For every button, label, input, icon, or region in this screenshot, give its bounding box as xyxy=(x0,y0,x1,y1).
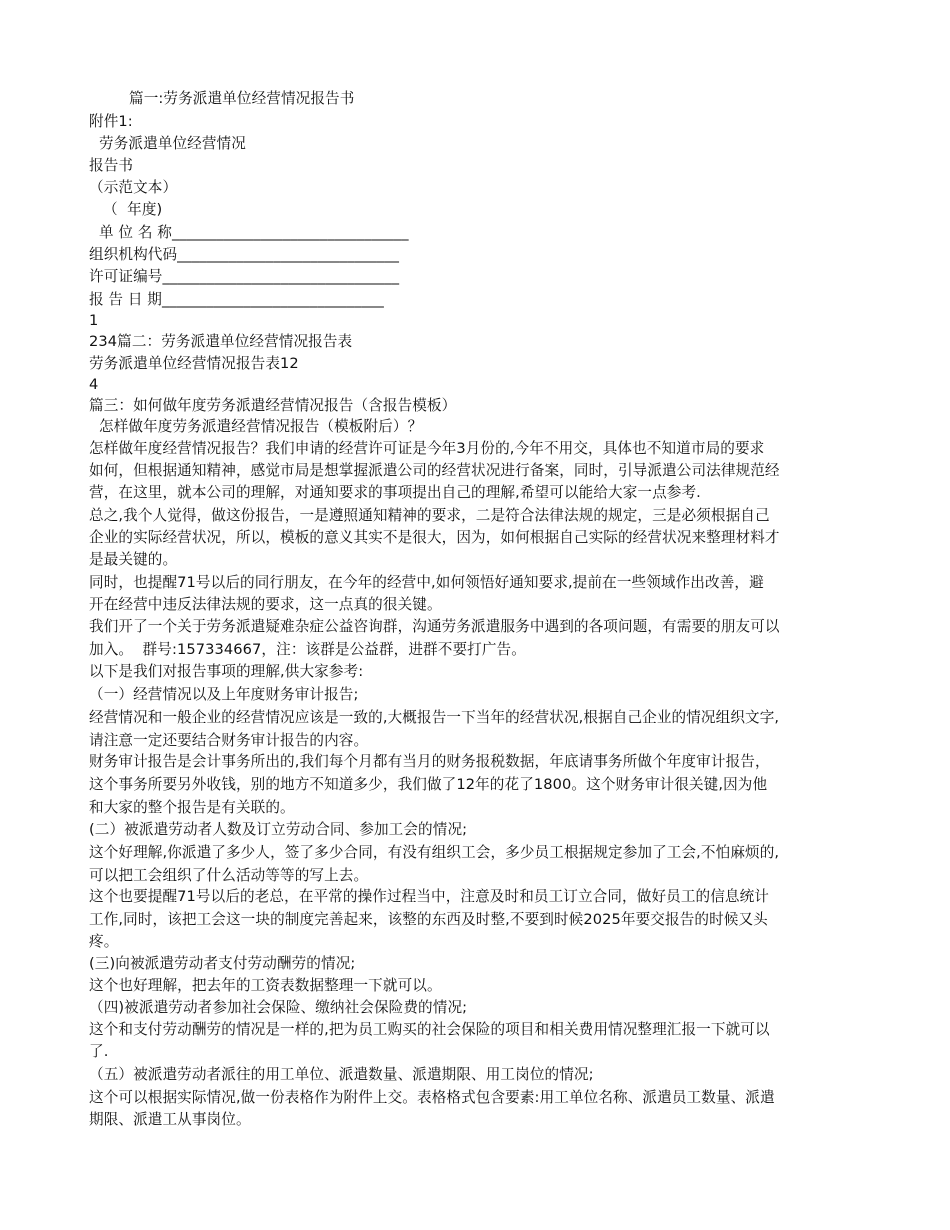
body-text-line: 和大家的整个报告是有关联的。 xyxy=(89,799,295,816)
body-text-line: 怎样做年度经营情况报告？我们申请的经营许可证是今年3月份的,今年不用交，具体也不知道市局的要求 xyxy=(89,440,765,457)
license-number-field: 许可证编号________________________________ xyxy=(89,268,400,285)
body-text-line: 工作,同时，该把工会这一块的制度完善起来，该整的东西及时整,不要到时候2025年要交报告的时候又头 xyxy=(89,911,768,928)
report-date-field: 报 告 日 期______________________________ xyxy=(89,291,384,308)
form-title-line2: 报告书 xyxy=(89,157,134,174)
body-text-line: 疼。 xyxy=(89,933,119,950)
section-one-heading: 篇一:劳务派遣单位经营情况报告书 xyxy=(129,90,355,107)
body-text-line: 开在经营中违反法律法规的要求，这一点真的很关键。 xyxy=(89,596,442,613)
body-text-line: 这个可以根据实际情况,做一份表格作为附件上交。表格格式包含要素:用工单位名称、派遣员工数量、派遣 xyxy=(89,1089,775,1106)
body-text-line: 这个好理解,你派遣了多少人，签了多少合同，有没有组织工会，多少员工根据规定参加了工会,不怕麻烦的, xyxy=(89,844,780,861)
year-field: （ 年度) xyxy=(103,201,163,218)
attachment-label: 附件1: xyxy=(89,113,133,130)
body-text-line: 财务审计报告是会计事务所出的,我们每个月都有当月的财务报税数据，年底请事务所做个年度审计报告， xyxy=(89,753,770,770)
body-text-line: 企业的实际经营状况，所以，模板的意义其实不是很大，因为，如何根据自己实际的经营状况来整理材料才 xyxy=(89,529,780,546)
body-text-line: 这个也要提醒71号以后的老总，在平常的操作过程当中，注意及时和员工订立合同，做好员工的信息统计 xyxy=(89,888,769,905)
page-number: 4 xyxy=(89,376,99,393)
body-text-line: 是最关键的。 xyxy=(89,551,178,568)
body-text-line: 如何，但根据通知精神，感觉市局是想掌握派遣公司的经营状况进行备案，同时，引导派遣公司法律规范经 xyxy=(89,462,780,479)
item-one-heading: （一）经营情况以及上年度财务审计报告; xyxy=(89,686,359,703)
item-three-heading: (三)向被派遣劳动者支付劳动酬劳的情况; xyxy=(89,955,356,972)
body-text-line: 了. xyxy=(89,1043,109,1060)
section-three-heading: 篇三：如何做年度劳务派遣经营情况报告（含报告模板） xyxy=(89,397,457,414)
org-code-field: 组织机构代码______________________________ xyxy=(89,246,400,263)
body-text-line: 加入。 群号:157334667，注：该群是公益群，进群不要打广告。 xyxy=(89,641,526,658)
body-text-line: 这个和支付劳动酬劳的情况是一样的,把为员工购买的社会保险的项目和相关费用情况整理汇报一下就可以 xyxy=(89,1021,770,1038)
form-title-line1: 劳务派遣单位经营情况 xyxy=(99,135,246,152)
item-two-heading: (二）被派遣劳动者人数及订立劳动合同、参加工会的情况; xyxy=(89,821,468,838)
body-text-line: 可以把工会组织了什么活动等等的写上去。 xyxy=(89,867,369,884)
body-text-line: 同时，也提醒71号以后的同行朋友，在今年的经营中,如何领悟好通知要求,提前在一些领域作出改善，避 xyxy=(89,574,764,591)
item-five-heading: （五）被派遣劳动者派往的用工单位、派遣数量、派遣期限、用工岗位的情况; xyxy=(89,1066,594,1083)
unit-name-field: 单 位 名 称________________________________ xyxy=(99,224,409,241)
sample-text-note: （示范文本） xyxy=(89,179,178,196)
body-text-line: 总之,我个人觉得，做这份报告，一是遵照通知精神的要求，二是符合法律法规的规定，三是必须根据自己 xyxy=(89,507,770,524)
body-text-line: 以下是我们对报告事项的理解,供大家参考: xyxy=(89,663,364,680)
body-text-line: 我们开了一个关于劳务派遣疑难杂症公益咨询群，沟通劳务派遣服务中遇到的各项问题，有需要的朋友可以 xyxy=(89,618,780,635)
body-text-line: 请注意一定还要结合财务审计报告的内容。 xyxy=(89,732,369,749)
body-text-line: 经营情况和一般企业的经营情况应该是一致的,大概报告一下当年的经营状况,根据自己企业的情况组织文字, xyxy=(89,709,780,726)
body-text-line: 营，在这里，就本公司的理解，对通知要求的事项提出自己的理解,希望可以能给大家一点参考. xyxy=(89,484,701,501)
page-number: 1 xyxy=(89,312,99,329)
body-text-line: 这个也好理解，把去年的工资表数据整理一下就可以。 xyxy=(89,977,442,994)
section-two-heading: 234篇二：劳务派遣单位经营情况报告表 xyxy=(89,333,353,350)
report-table-title: 劳务派遣单位经营情况报告表12 xyxy=(89,355,299,372)
item-four-heading: （四)被派遣劳动者参加社会保险、缴纳社会保险费的情况; xyxy=(89,999,468,1016)
body-text-line: 这个事务所要另外收钱，别的地方不知道多少，我们做了12年的花了1800。这个财务审计很关键,因为他 xyxy=(89,776,768,793)
body-text-line: 期限、派遣工从事岗位。 xyxy=(89,1111,251,1128)
section-three-subtitle: 怎样做年度劳务派遣经营情况报告（模板附后）？ xyxy=(99,418,423,435)
